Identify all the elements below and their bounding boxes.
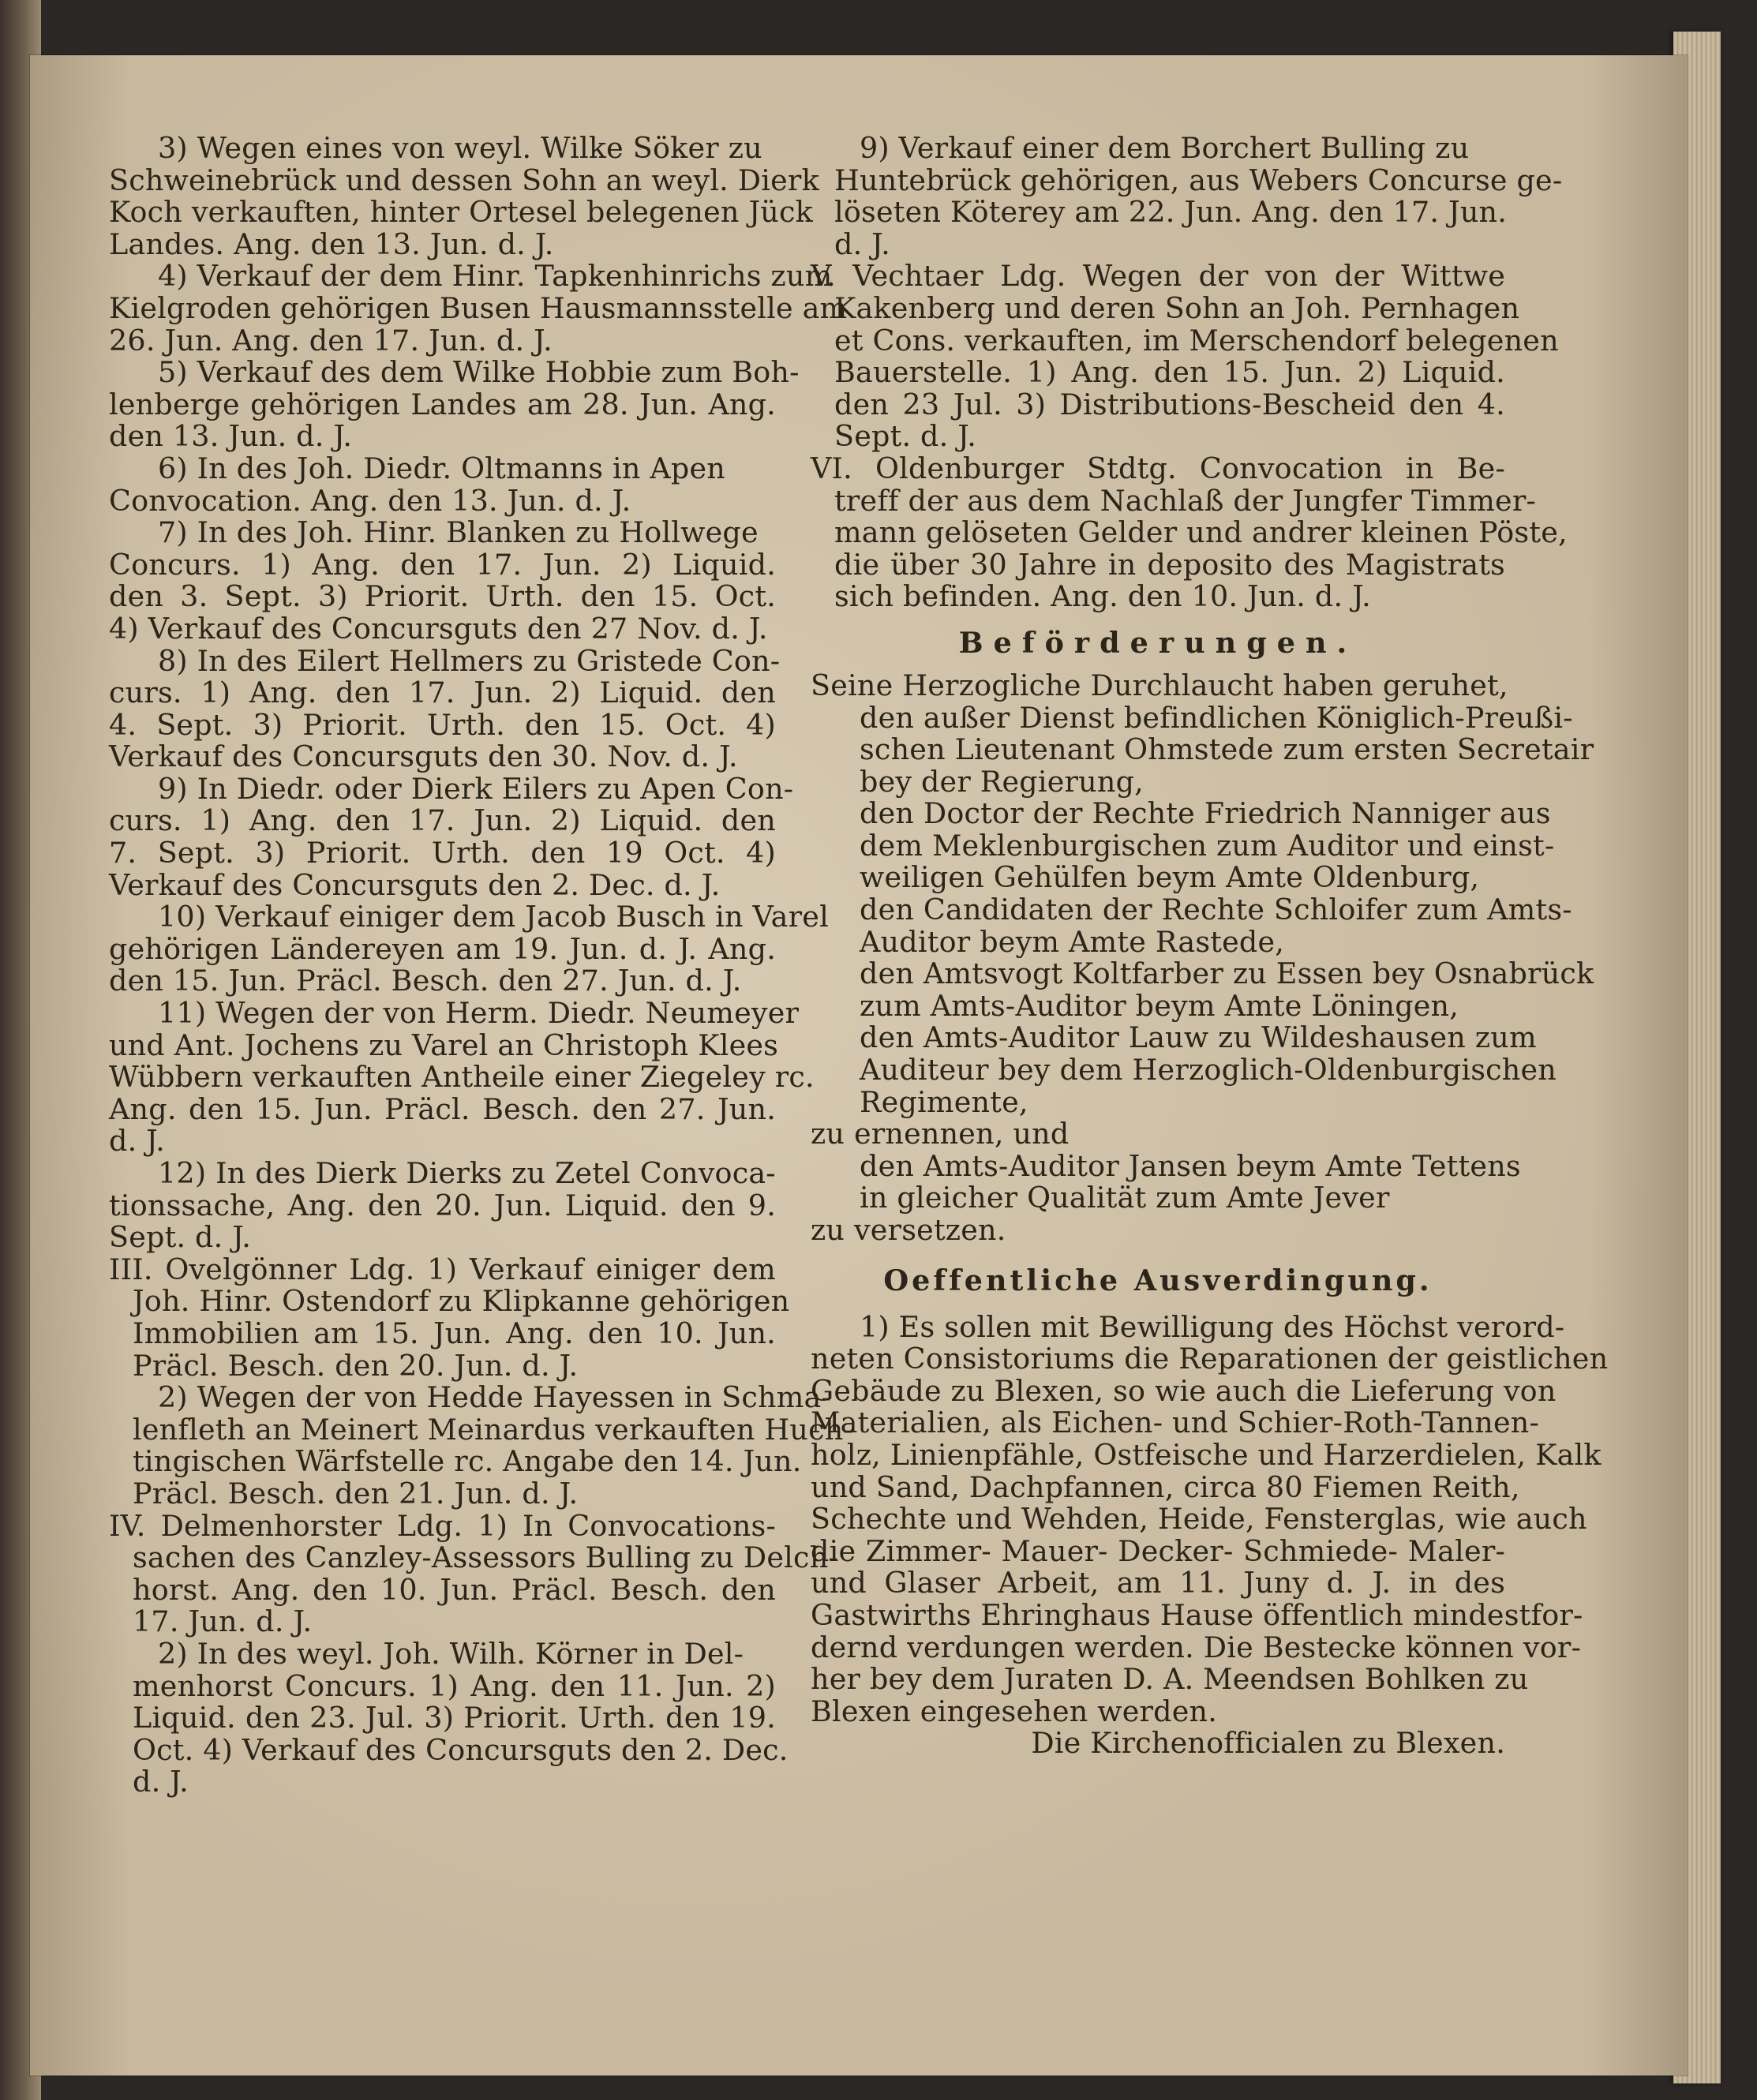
text-line: sich befinden. Ang. den 10. Jun. d. J. bbox=[834, 579, 1371, 614]
text-line: tionssache, Ang. den 20. Jun. Liquid. den 9. bbox=[109, 1188, 776, 1222]
text-line: 5) Verkauf des dem Wilke Hobbie zum Boh- bbox=[158, 355, 800, 390]
text-line: 1) Es sollen mit Bewilligung des Höchst verord- bbox=[860, 1309, 1565, 1344]
text-line: Auditor beym Amte Rastede, bbox=[860, 924, 1285, 959]
text-line: Gastwirths Ehringhaus Hause öffentlich mindestfor- bbox=[811, 1597, 1583, 1632]
text-line: den 3. Sept. 3) Priorit. Urth. den 15. Oct. bbox=[109, 579, 776, 614]
text-line: 7) In des Joh. Hinr. Blanken zu Hollwege bbox=[158, 515, 759, 550]
text-line: Blexen eingesehen werden. bbox=[811, 1694, 1218, 1728]
text-line: Materialien, als Eichen- und Schier-Roth-Tannen- bbox=[811, 1406, 1540, 1440]
text-line: III. Ovelgönner Ldg. 1) Verkauf einiger dem bbox=[109, 1252, 776, 1286]
signature-line: Die Kirchenofficialen zu Blexen. bbox=[1031, 1726, 1505, 1761]
text-line: curs. 1) Ang. den 17. Jun. 2) Liquid. den bbox=[109, 676, 776, 710]
text-line: den Amtsvogt Koltfarber zu Essen bey Osnabrück bbox=[860, 956, 1594, 991]
text-line: die über 30 Jahre in deposito des Magistrats bbox=[834, 547, 1505, 582]
text-line: schen Lieutenant Ohmstede zum ersten Secretair bbox=[860, 732, 1594, 767]
text-line: 4. Sept. 3) Priorit. Urth. den 15. Oct. 4) bbox=[109, 707, 776, 742]
text-line: lenfleth an Meinert Meinardus verkauften Huch- bbox=[133, 1412, 854, 1447]
text-line: Landes. Ang. den 13. Jun. d. J. bbox=[109, 226, 554, 261]
text-line: Liquid. den 23. Jul. 3) Priorit. Urth. den 19. bbox=[133, 1701, 776, 1735]
text-line: 9) In Diedr. oder Dierk Eilers zu Apen Con- bbox=[158, 771, 794, 806]
text-line: Verkauf des Concursguts den 30. Nov. d. J. bbox=[109, 739, 738, 774]
tender-heading: Oeffentliche Ausverdingung. bbox=[883, 1263, 1433, 1297]
text-line: 17. Jun. d. J. bbox=[133, 1604, 313, 1639]
text-line: 8) In des Eilert Hellmers zu Gristede Con- bbox=[158, 643, 781, 678]
text-line: 3) Wegen eines von weyl. Wilke Söker zu bbox=[158, 131, 762, 165]
text-line: in gleicher Qualität zum Amte Jever bbox=[860, 1181, 1390, 1215]
text-line: den Amts-Auditor Lauw zu Wildeshausen zum bbox=[860, 1020, 1537, 1055]
promotions-section bbox=[811, 668, 1594, 1248]
text-line: d. J. bbox=[109, 1124, 165, 1159]
text-line: Huntebrück gehörigen, aus Webers Concurse ge- bbox=[834, 163, 1563, 197]
text-line: die Zimmer- Mauer- Decker- Schmiede- Maler- bbox=[811, 1533, 1505, 1568]
text-line: und Ant. Jochens zu Varel an Christoph Klees bbox=[109, 1028, 779, 1062]
right-column bbox=[811, 131, 1609, 1761]
text-line: Concurs. 1) Ang. den 17. Jun. 2) Liquid. bbox=[109, 547, 776, 582]
text-line: Schweinebrück und dessen Sohn an weyl. Dierk bbox=[109, 163, 819, 197]
text-line: löseten Köterey am 22. Jun. Ang. den 17. Jun. bbox=[834, 195, 1508, 230]
text-line: 6) In des Joh. Diedr. Oltmanns in Apen bbox=[158, 451, 725, 485]
text-line: 9) Verkauf einer dem Borchert Bulling zu bbox=[860, 131, 1470, 165]
text-line: Immobilien am 15. Jun. Ang. den 10. Jun. bbox=[133, 1316, 776, 1350]
left-column bbox=[109, 131, 854, 1800]
text-line: treff der aus dem Nachlaß der Jungfer Timmer- bbox=[834, 483, 1537, 518]
text-line: Convocation. Ang. den 13. Jun. d. J. bbox=[109, 483, 631, 518]
text-line: lenberge gehörigen Landes am 28. Jun. Ang. bbox=[109, 387, 776, 421]
text-line: Präcl. Besch. den 21. Jun. d. J. bbox=[133, 1476, 579, 1510]
text-line: bey der Regierung, bbox=[860, 764, 1144, 799]
text-line: Sept. d. J. bbox=[109, 1220, 252, 1255]
text-line: Präcl. Besch. den 20. Jun. d. J. bbox=[133, 1348, 579, 1383]
text-line: neten Consistoriums die Reparationen der geistlichen bbox=[811, 1342, 1609, 1376]
text-line: horst. Ang. den 10. Jun. Präcl. Besch. den bbox=[133, 1572, 776, 1607]
text-line: 10) Verkauf einiger dem Jacob Busch in Varel bbox=[158, 900, 829, 934]
text-line: 2) Wegen der von Hedde Hayessen in Schma- bbox=[158, 1380, 831, 1415]
text-line: holz, Linienpfähle, Ostfeische und Harzerdielen, Kalk bbox=[811, 1437, 1602, 1472]
text-line: den 23 Jul. 3) Distributions-Bescheid den 4. bbox=[834, 387, 1505, 421]
text-line: zu ernennen, und bbox=[811, 1117, 1070, 1151]
text-line: V. Vechtaer Ldg. Wegen der von der Wittwe bbox=[811, 259, 1505, 294]
text-line: Regimente, bbox=[860, 1084, 1028, 1119]
text-line: den außer Dienst befindlichen Königlich-Preußi- bbox=[860, 700, 1573, 735]
text-line: sachen des Canzley-Assessors Bulling zu Delch- bbox=[133, 1540, 838, 1575]
text-line: d. J. bbox=[133, 1765, 189, 1799]
text-line: 26. Jun. Ang. den 17. Jun. d. J. bbox=[109, 323, 553, 357]
tender-section bbox=[811, 1309, 1609, 1730]
text-line: zum Amts-Auditor beym Amte Löningen, bbox=[860, 988, 1459, 1023]
text-line: Kielgroden gehörigen Busen Hausmannsstelle am bbox=[109, 290, 848, 325]
right-column-notices bbox=[811, 131, 1568, 615]
text-line: dernd verdungen werden. Die Bestecke können vor- bbox=[811, 1630, 1582, 1664]
text-line: 7. Sept. 3) Priorit. Urth. den 19 Oct. 4) bbox=[109, 836, 776, 870]
text-line: den 13. Jun. d. J. bbox=[109, 419, 353, 454]
text-line: den Amts-Auditor Jansen beym Amte Tettens bbox=[860, 1148, 1521, 1183]
text-line: 12) In des Dierk Dierks zu Zetel Convoca- bbox=[158, 1156, 776, 1190]
text-line: Koch verkauften, hinter Ortesel belegenen Jück bbox=[109, 195, 813, 230]
text-line: Ang. den 15. Jun. Präcl. Besch. den 27. Jun. bbox=[109, 1091, 776, 1126]
text-line: zu versetzen. bbox=[811, 1213, 1006, 1247]
text-line: Joh. Hinr. Ostendorf zu Klipkanne gehörigen bbox=[133, 1284, 790, 1319]
text-line: 4) Verkauf der dem Hinr. Tapkenhinrichs zum bbox=[158, 259, 833, 294]
text-line: menhorst Concurs. 1) Ang. den 11. Jun. 2) bbox=[133, 1668, 776, 1703]
text-line: tingischen Wärfstelle rc. Angabe den 14. Jun. bbox=[133, 1444, 802, 1479]
text-line: Kakenberg und deren Sohn an Joh. Pernhagen bbox=[834, 290, 1520, 325]
text-line: den Candidaten der Rechte Schloifer zum Amts- bbox=[860, 893, 1572, 927]
text-line: Sept. d. J. bbox=[834, 419, 977, 454]
text-line: Seine Herzogliche Durchlaucht haben geruhet, bbox=[811, 668, 1508, 702]
text-line: und Sand, Dachpfannen, circa 80 Fiemen Reith, bbox=[811, 1469, 1520, 1504]
text-line: Auditeur bey dem Herzoglich-Oldenburgischen bbox=[860, 1053, 1557, 1087]
text-line: gehörigen Ländereyen am 19. Jun. d. J. Ang. bbox=[109, 931, 776, 966]
text-line: Oct. 4) Verkauf des Concursguts den 2. Dec. bbox=[133, 1732, 789, 1767]
text-line: 4) Verkauf des Concursguts den 27 Nov. d. J. bbox=[109, 611, 768, 646]
text-line: den 15. Jun. Präcl. Besch. den 27. Jun. d. J. bbox=[109, 964, 742, 998]
text-line: Gebäude zu Blexen, so wie auch die Lieferung von bbox=[811, 1373, 1557, 1408]
text-line: VI. Oldenburger Stdtg. Convocation in Be- bbox=[811, 451, 1505, 485]
text-line: weiligen Gehülfen beym Amte Oldenburg, bbox=[860, 860, 1480, 895]
text-line: 11) Wegen der von Herm. Diedr. Neumeyer bbox=[158, 996, 800, 1031]
text-line: den Doctor der Rechte Friedrich Nanniger aus bbox=[860, 796, 1551, 831]
text-line: her bey dem Juraten D. A. Meendsen Bohlken zu bbox=[811, 1662, 1529, 1697]
text-line: Wübbern verkauften Antheile einer Ziegeley rc. bbox=[109, 1060, 815, 1095]
text-line: Schechte und Wehden, Heide, Fensterglas, wie auch bbox=[811, 1502, 1587, 1537]
text-line: et Cons. verkauften, im Merschendorf belegenen bbox=[834, 323, 1559, 357]
text-line: IV. Delmenhorster Ldg. 1) In Convocations- bbox=[109, 1508, 776, 1543]
text-line: mann gelöseten Gelder und andrer kleinen Pöste, bbox=[834, 515, 1568, 550]
text-line: d. J. bbox=[834, 226, 890, 261]
text-line: dem Meklenburgischen zum Auditor und einst- bbox=[860, 828, 1555, 863]
text-line: Verkauf des Concursguts den 2. Dec. d. J. bbox=[109, 867, 721, 902]
text-line: Bauerstelle. 1) Ang. den 15. Jun. 2) Liquid. bbox=[834, 355, 1505, 390]
text-line: und Glaser Arbeit, am 11. Juny d. J. in des bbox=[811, 1566, 1505, 1600]
promotions-heading: Beförderungen. bbox=[958, 625, 1358, 660]
text-line: 2) In des weyl. Joh. Wilh. Körner in Del- bbox=[158, 1636, 744, 1671]
text-line: curs. 1) Ang. den 17. Jun. 2) Liquid. den bbox=[109, 803, 776, 838]
